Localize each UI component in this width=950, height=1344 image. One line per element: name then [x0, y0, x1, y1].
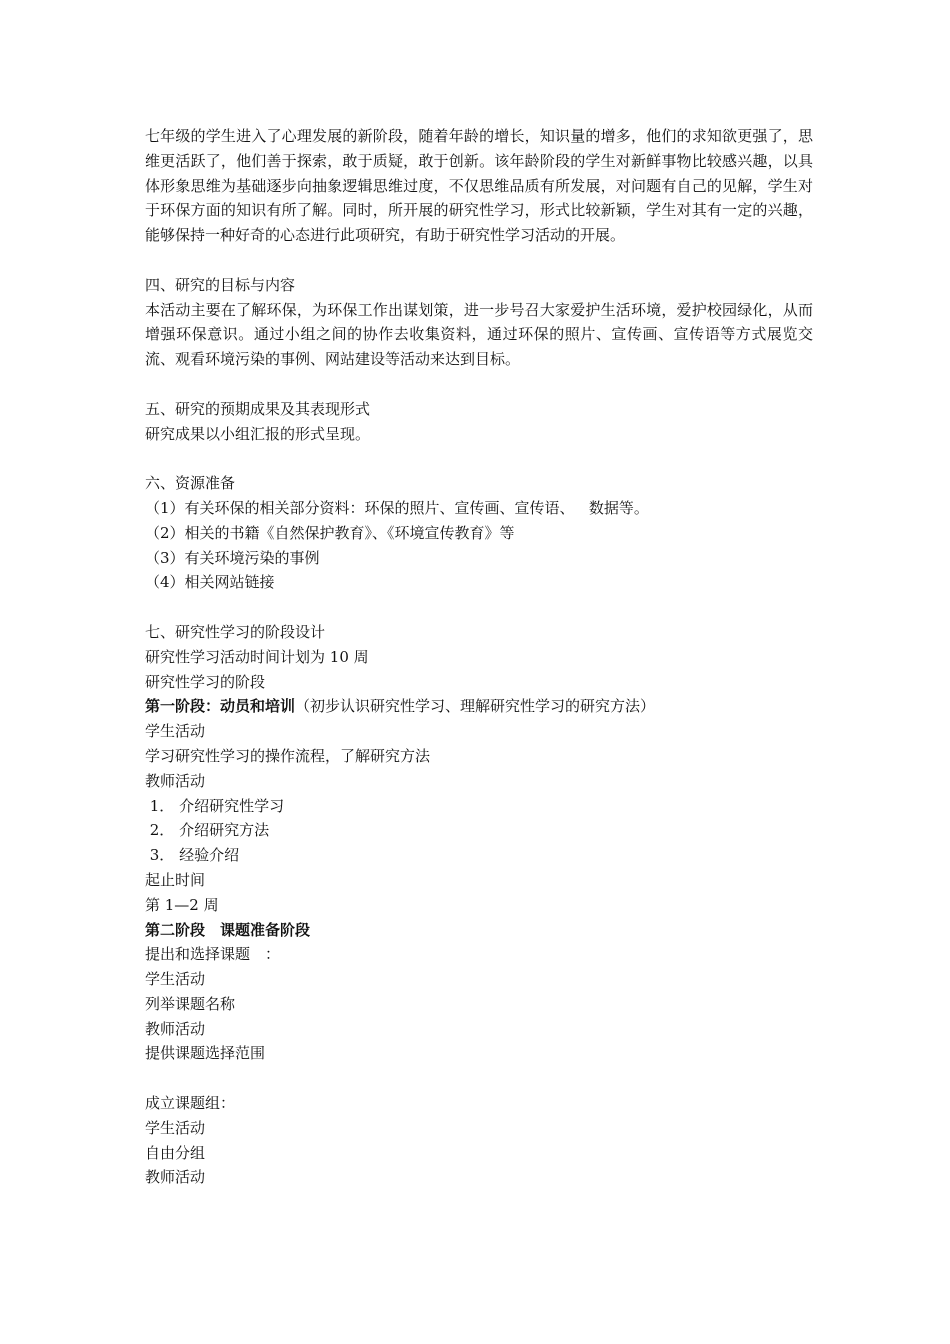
document-page: [145, 124, 813, 1190]
teacher-activity-item: 1． 介绍研究性学习: [145, 796, 285, 815]
teacher-activity-label: 教师活动: [145, 1019, 206, 1038]
section-7-heading: 七、研究性学习的阶段设计: [145, 622, 326, 641]
stage-1-title-bold: 第一阶段：动员和培训: [145, 697, 296, 716]
teacher-activity-label: 教师活动: [145, 1168, 206, 1187]
stage-1-title-note: （初步认识研究性学习、理解研究性学习的研究方法）: [295, 697, 656, 716]
student-activity-label: 学生活动: [145, 1118, 206, 1137]
section-5-heading: 五、研究的预期成果及其表现形式: [145, 399, 371, 418]
resource-item: （1）有关环保的相关部分资料：环保的照片、宣传画、宣传语、 数据等。: [145, 498, 649, 517]
teacher-activity-label: 教师活动: [145, 771, 206, 790]
blank-line: [145, 446, 813, 471]
resource-item: （3）有关环境污染的事例: [145, 548, 320, 567]
student-activity-label: 学生活动: [145, 722, 206, 741]
time-label: 起止时间: [145, 870, 206, 889]
propose-topic-title: 提出和选择课题 ：: [145, 945, 281, 964]
form-group-title: 成立课题组：: [145, 1094, 236, 1113]
blank-line: [145, 595, 813, 620]
stages-label: 研究性学习的阶段: [145, 672, 266, 691]
resource-item: （2）相关的书籍《自然保护教育》、《环境宣传教育》等: [145, 523, 515, 542]
section-4-heading: 四、研究的目标与内容: [145, 275, 296, 294]
section-6-heading: 六、资源准备: [145, 474, 236, 493]
student-activity-text: 列举课题名称: [145, 994, 236, 1013]
student-activity-text: 自由分组: [145, 1143, 206, 1162]
time-value: 第 1—2 周: [145, 895, 219, 914]
teacher-activity-item: 2． 介绍研究方法: [145, 821, 270, 840]
student-activity-label: 学生活动: [145, 970, 206, 989]
blank-line: [145, 1066, 813, 1091]
teacher-activity-text: 提供课题选择范围: [145, 1044, 266, 1063]
blank-line: [145, 248, 813, 273]
intro-paragraph: 七年级的学生进入了心理发展的新阶段，随着年龄的增长，知识量的增多，他们的求知欲更强了，思维更活跃了，他们善于探索，敢于质疑，敢于创新。该年龄阶段的学生对新鲜事物比较感兴趣，以具体形象思维为基础逐步向抽象逻辑思维过度，不仅思维品质有所发展，对问题有自己的见解，学生对于环保方面的知识有所了解。同时，所开展的研究性学习，形式比较新颖，学生对其有一定的兴趣，能够保持一种好奇的心态进行此项研究，有助于研究性学习活动的开展。: [145, 127, 813, 245]
stage-1-title: [145, 694, 813, 719]
schedule-plan-line: 研究性学习活动时间计划为 10 周: [145, 647, 369, 666]
teacher-activity-item: 3． 经验介绍: [145, 846, 240, 865]
blank-line: [145, 372, 813, 397]
resource-item: （4）相关网站链接: [145, 573, 275, 592]
stage-2-title: 第二阶段 课题准备阶段: [145, 920, 311, 939]
section-4-body: 本活动主要在了解环保，为环保工作出谋划策，进一步号召大家爱护生活环境，爱护校园绿化，从而增强环保意识。通过小组之间的协作去收集资料，通过环保的照片、宣传画、宣传语等方式展览交流、观看环境污染的事例、网站建设等活动来达到目标。: [145, 300, 813, 369]
student-activity-text: 学习研究性学习的操作流程，了解研究方法: [145, 746, 431, 765]
section-5-body: 研究成果以小组汇报的形式呈现。: [145, 424, 371, 443]
